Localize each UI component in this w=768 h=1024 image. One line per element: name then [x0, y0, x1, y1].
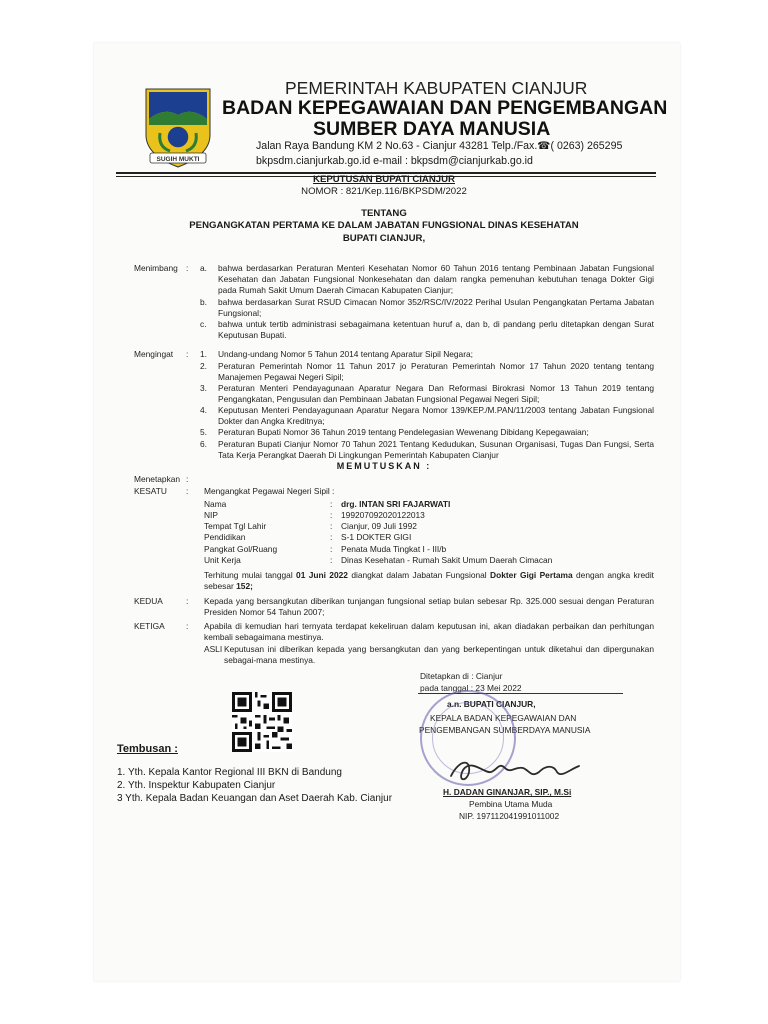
list-marker: 4.	[200, 405, 207, 415]
ketiga-colon: :	[186, 621, 189, 631]
ketiga-label: KETIGA	[134, 621, 165, 631]
field-label: Unit Kerja	[204, 555, 241, 565]
agency-name-line2: SUMBER DAYA MANUSIA	[313, 118, 551, 140]
field-label: Pendidikan	[204, 532, 246, 542]
list-marker: a.	[200, 263, 207, 273]
field-colon: :	[330, 532, 333, 542]
signatory-role-line2: PENGEMBANGAN SUMBERDAYA MANUSIA	[419, 725, 591, 735]
menetapkan-colon: :	[186, 474, 189, 484]
list-marker: 1.	[200, 349, 207, 359]
cianjur-coat-of-arms-logo	[142, 85, 214, 171]
mengingat-item-5: Peraturan Bupati Nomor 36 Tahun 2019 tentang Pendelegasian Wewenang Dibidang Kepegawaian;	[218, 427, 589, 437]
bupati-heading: BUPATI CIANJUR,	[342, 233, 426, 244]
tembusan-item: 3 Yth. Kepala Badan Keuangan dan Aset Daerah Kab. Cianjur	[117, 793, 393, 804]
field-unit-value: Dinas Kesehatan - Rumah Sakit Umum Daerah Cimacan	[341, 555, 553, 565]
mengingat-item-3: Peraturan Menteri Pendayagunaan Aparatur Negara Dan Reformasi Birokrasi Nomor 13 Tahun 2019 tentang Pengangkatan, Pengusulan dan Pembinaan Jabatan Fungsional Pegawai Negeri Sipil;	[218, 383, 654, 405]
tembusan-item: 2. Yth. Inspektur Kabupaten Cianjur	[117, 780, 276, 791]
handwritten-signature	[445, 752, 585, 788]
list-marker: 5.	[200, 427, 207, 437]
menimbang-item-a: bahwa berdasarkan Peraturan Menteri Kesehatan Nomor 60 Tahun 2016 tentang Pembinaan Jabatan Fungsional Kesehatan dan Jabatan Fungsional Nonkesehatan dan dalam rangka pemenuhan kebutuhan tenaga Dokter Gigi pada Rumah Sakit Umum Daerah Cimacan Kabupaten Cianjur;	[218, 263, 654, 296]
decree-subject: PENGANGKATAN PERTAMA KE DALAM JABATAN FUNGSIONAL DINAS KESEHATAN	[189, 220, 579, 231]
agency-web-email: bkpsdm.cianjurkab.go.id e-mail : bkpsdm@cianjurkab.go.id	[256, 155, 533, 167]
memutuskan-heading: MEMUTUSKAN :	[336, 461, 432, 471]
tembusan-item: 1. Yth. Kepala Kantor Regional III BKN di Bandung	[117, 767, 342, 778]
mengingat-item-1: Undang-undang Nomor 5 Tahun 2014 tentang Aparatur Sipil Negara;	[218, 349, 473, 359]
decree-place: Ditetapkan di : Cianjur	[420, 671, 503, 681]
svg-text:SUGIH MUKTI: SUGIH MUKTI	[156, 155, 200, 163]
field-rank-value: Penata Muda Tingkat I - III/b	[341, 544, 447, 554]
list-marker: c.	[200, 319, 207, 329]
list-marker: 3.	[200, 383, 207, 393]
effective-date-paragraph: Terhitung mulai tanggal 01 Juni 2022 diangkat dalam Jabatan Fungsional Dokter Gigi Pertama dengan angka kredit sebesar 152;	[204, 570, 655, 592]
menimbang-item-c: bahwa untuk tertib administrasi sebagaimana ketentuan huruf a, dan b, di pandang perlu ditetapkan dengan Surat Keputusan Bupati.	[218, 319, 654, 341]
tentang-label: TENTANG	[361, 208, 407, 219]
decree-date: pada tanggal : 23 Mei 2022	[420, 683, 522, 693]
signatory-an: a.n. BUPATI CIANJUR,	[447, 699, 536, 709]
tembusan-label: Tembusan :	[117, 743, 178, 755]
kesatu-label: KESATU	[134, 486, 167, 496]
field-nama-value: drg. INTAN SRI FAJARWATI	[341, 499, 451, 509]
field-label: Nama	[204, 499, 227, 509]
signatory-name: H. DADAN GINANJAR, SIP., M.Si	[443, 787, 572, 797]
menimbang-label: Menimbang	[134, 263, 178, 273]
agency-name-line1: BADAN KEPEGAWAIAN DAN PENGEMBANGAN	[222, 97, 668, 119]
field-label: Tempat Tgl Lahir	[204, 521, 267, 531]
field-colon: :	[330, 555, 333, 565]
field-nip-value: 199207092020122013	[341, 510, 425, 520]
mengingat-label: Mengingat	[134, 349, 174, 359]
list-marker: 6.	[200, 439, 207, 449]
list-marker: 2.	[200, 361, 207, 371]
qr-code	[232, 692, 292, 752]
mengingat-item-4: Keputusan Menteri Pendayagunaan Aparatur Negara Nomor 139/KEP./M.PAN/11/2003 tentang Jabatan Fungsional Dokter dan Angka Kreditnya;	[218, 405, 654, 427]
asli-label: ASLI	[204, 644, 223, 654]
decree-number: NOMOR : 821/Kep.116/BKPSDM/2022	[301, 186, 467, 197]
government-name: PEMERINTAH KABUPATEN CIANJUR	[285, 78, 588, 98]
menetapkan-label: Menetapkan	[134, 474, 181, 484]
list-marker: b.	[200, 297, 207, 307]
signatory-rank: Pembina Utama Muda	[469, 799, 553, 809]
asli-text: Keputusan ini diberikan kepada yang bersangkutan dan yang berkepentingan untuk diketahui dan dipergunakan sebagai-mana mestinya.	[224, 644, 654, 666]
field-colon: :	[330, 510, 333, 520]
decree-title: KEPUTUSAN BUPATI CIANJUR	[313, 174, 455, 185]
field-label: Pangkat Gol/Ruang	[204, 544, 278, 554]
kedua-text: Kepada yang bersangkutan diberikan tunjangan fungsional setiap bulan sebesar Rp. 325.000 sesuai dengan Peraturan Presiden Nomor 54 Tahun 2007;	[204, 596, 654, 618]
menimbang-colon: :	[186, 263, 189, 273]
signatory-nip: NIP. 197112041991011002	[459, 811, 560, 821]
field-label: NIP	[204, 510, 218, 520]
field-birth-value: Cianjur, 09 Juli 1992	[341, 521, 417, 531]
ketiga-text: Apabila di kemudian hari ternyata terdapat kekeliruan dalam keputusan ini, akan diadakan perbaikan dan perhitungan kembali sebagaimana mestinya.	[204, 621, 654, 643]
field-colon: :	[330, 499, 333, 509]
kedua-colon: :	[186, 596, 189, 606]
field-colon: :	[330, 521, 333, 531]
kesatu-colon: :	[186, 486, 189, 496]
kedua-label: KEDUA	[134, 596, 163, 606]
mengingat-item-6: Peraturan Bupati Cianjur Nomor 70 Tahun 2021 Tentang Kedudukan, Susunan Organisasi, Tugas Dan Fungsi, Serta Tata Kerja Perangkat Daerah Di Lingkungan Pemerintah Kabupaten Cianjur	[218, 439, 654, 461]
agency-address: Jalan Raya Bandung KM 2 No.63 - Cianjur 43281 Telp./Fax.☎( 0263) 265295	[256, 140, 623, 152]
mengingat-colon: :	[186, 349, 189, 359]
kesatu-intro: Mengangkat Pegawai Negeri Sipil :	[204, 486, 335, 496]
signatory-role-line1: KEPALA BADAN KEPEGAWAIAN DAN	[430, 713, 577, 723]
mengingat-item-2: Peraturan Pemerintah Nomor 11 Tahun 2017 jo Peraturan Pemerintah Nomor 17 Tahun 2020 tentang tentang Manajemen Pegawai Negeri Sipil;	[218, 361, 654, 383]
field-education-value: S-1 DOKTER GIGI	[341, 532, 412, 542]
menimbang-item-b: bahwa berdasarkan Surat RSUD Cimacan Nomor 352/RSC/IV/2022 Perihal Usulan Pengangkatan Pertama Jabatan Fungsional;	[218, 297, 654, 319]
field-colon: :	[330, 544, 333, 554]
